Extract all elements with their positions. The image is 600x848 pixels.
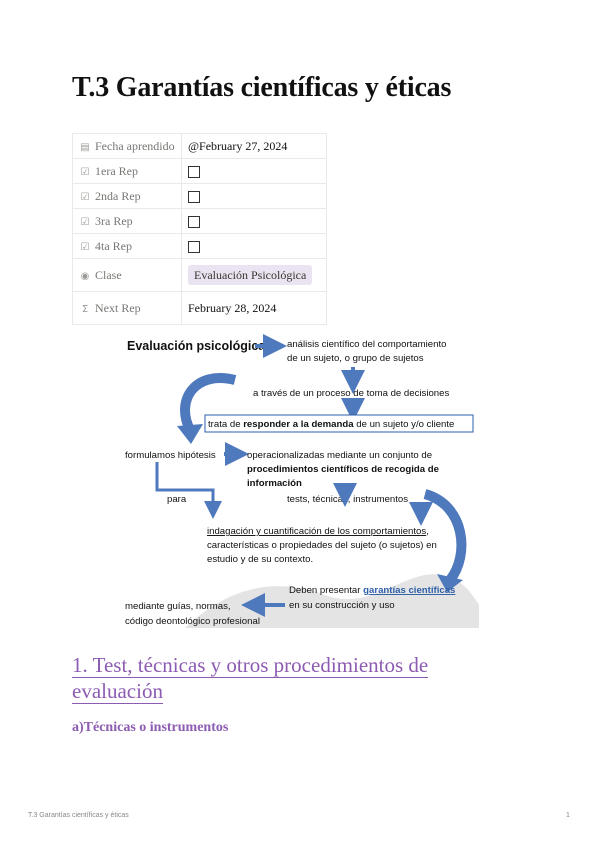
property-label: Fecha aprendido bbox=[95, 138, 175, 153]
diagram-text-11a: mediante guías, normas, bbox=[125, 601, 231, 612]
property-row bbox=[73, 209, 327, 234]
footer-title: T.3 Garantías científicas y éticas bbox=[28, 812, 129, 819]
diagram-text-3: trata de responder a la demanda de un sujeto y/o cliente bbox=[208, 419, 455, 430]
property-row bbox=[73, 259, 327, 292]
diagram-text-1b: de un sujeto, o grupo de sujetos bbox=[287, 353, 424, 364]
property-value bbox=[182, 184, 327, 209]
curved-arrow-head-icon bbox=[177, 424, 203, 444]
diagram-text-11b: código deontológico profesional bbox=[125, 616, 260, 627]
diagram-text-9: Deben presentar garantías científicas bbox=[289, 585, 456, 596]
property-key bbox=[73, 292, 182, 325]
property-label: Next Rep bbox=[95, 300, 141, 315]
select-icon: ◉ bbox=[80, 270, 90, 282]
diagram-text-2: a través de un proceso de toma de decisiones bbox=[253, 388, 450, 399]
checkbox[interactable] bbox=[188, 216, 200, 228]
date-value[interactable]: @February 27, 2024 bbox=[188, 138, 288, 153]
diagram-text-5a: operacionalizadas mediante un conjunto de bbox=[247, 450, 433, 461]
property-row bbox=[73, 292, 327, 325]
diagram-text-8c: estudio y de su contexto. bbox=[207, 554, 314, 565]
property-value bbox=[182, 292, 327, 325]
diagram-text-7: tests, técnicas, instrumentos bbox=[287, 494, 409, 505]
section-heading-a: a)Técnicas o instrumentos bbox=[72, 720, 229, 735]
diagram-text-5c: información bbox=[247, 478, 302, 489]
diagram-text-10: en su construcción y uso bbox=[289, 600, 395, 611]
property-value bbox=[182, 159, 327, 184]
diagram-text-5b: procedimientos científicos de recogida de bbox=[247, 464, 439, 475]
property-value bbox=[182, 209, 327, 234]
footer-page-number: 1 bbox=[566, 812, 570, 819]
property-row bbox=[73, 234, 327, 259]
property-label: 1era Rep bbox=[95, 163, 138, 178]
diagram-text-8a: indagación y cuantificación de los comportamientos, bbox=[207, 526, 429, 537]
date-value[interactable]: February 28, 2024 bbox=[188, 300, 277, 315]
checkbox[interactable] bbox=[188, 191, 200, 203]
formula-icon: Σ bbox=[81, 303, 89, 315]
property-row bbox=[73, 134, 327, 159]
checkbox[interactable] bbox=[188, 166, 200, 178]
section-heading-1: 1. Test, técnicas y otros procedimientos de evaluación bbox=[72, 653, 429, 703]
checkbox-icon: ☑ bbox=[80, 216, 90, 228]
property-key bbox=[73, 259, 182, 292]
property-label: 3ra Rep bbox=[95, 213, 133, 228]
properties-table bbox=[72, 133, 327, 325]
diagram-text-6: para bbox=[167, 494, 187, 505]
checkbox-icon: ☑ bbox=[80, 166, 90, 178]
property-value bbox=[182, 259, 327, 292]
checkbox-icon: ☑ bbox=[80, 241, 90, 253]
calendar-icon: ▤ bbox=[80, 141, 90, 153]
property-key bbox=[73, 134, 182, 159]
checkbox-icon: ☑ bbox=[80, 191, 90, 203]
checkbox[interactable] bbox=[188, 241, 200, 253]
property-key bbox=[73, 209, 182, 234]
diagram-text-1a: análisis científico del comportamiento bbox=[287, 339, 447, 350]
property-value bbox=[182, 134, 327, 159]
diagram-text-4: formulamos hipótesis bbox=[125, 450, 216, 461]
property-key bbox=[73, 159, 182, 184]
diagram-title: Evaluación psicológica bbox=[127, 339, 266, 353]
property-key bbox=[73, 234, 182, 259]
property-label: 4ta Rep bbox=[95, 238, 132, 253]
page-title: T.3 Garantías científicas y éticas bbox=[72, 72, 452, 103]
property-label: Clase bbox=[95, 267, 122, 282]
property-label: 2nda Rep bbox=[95, 188, 141, 203]
class-tag[interactable]: Evaluación Psicológica bbox=[188, 265, 312, 285]
curved-arrow-icon bbox=[425, 494, 461, 580]
diagram-text-8b: características o propiedades del sujeto (o sujetos) en bbox=[207, 540, 437, 551]
property-row bbox=[73, 159, 327, 184]
evaluation-diagram bbox=[125, 330, 479, 628]
diagram-svg bbox=[125, 330, 479, 628]
property-row bbox=[73, 184, 327, 209]
property-key bbox=[73, 184, 182, 209]
property-value bbox=[182, 234, 327, 259]
